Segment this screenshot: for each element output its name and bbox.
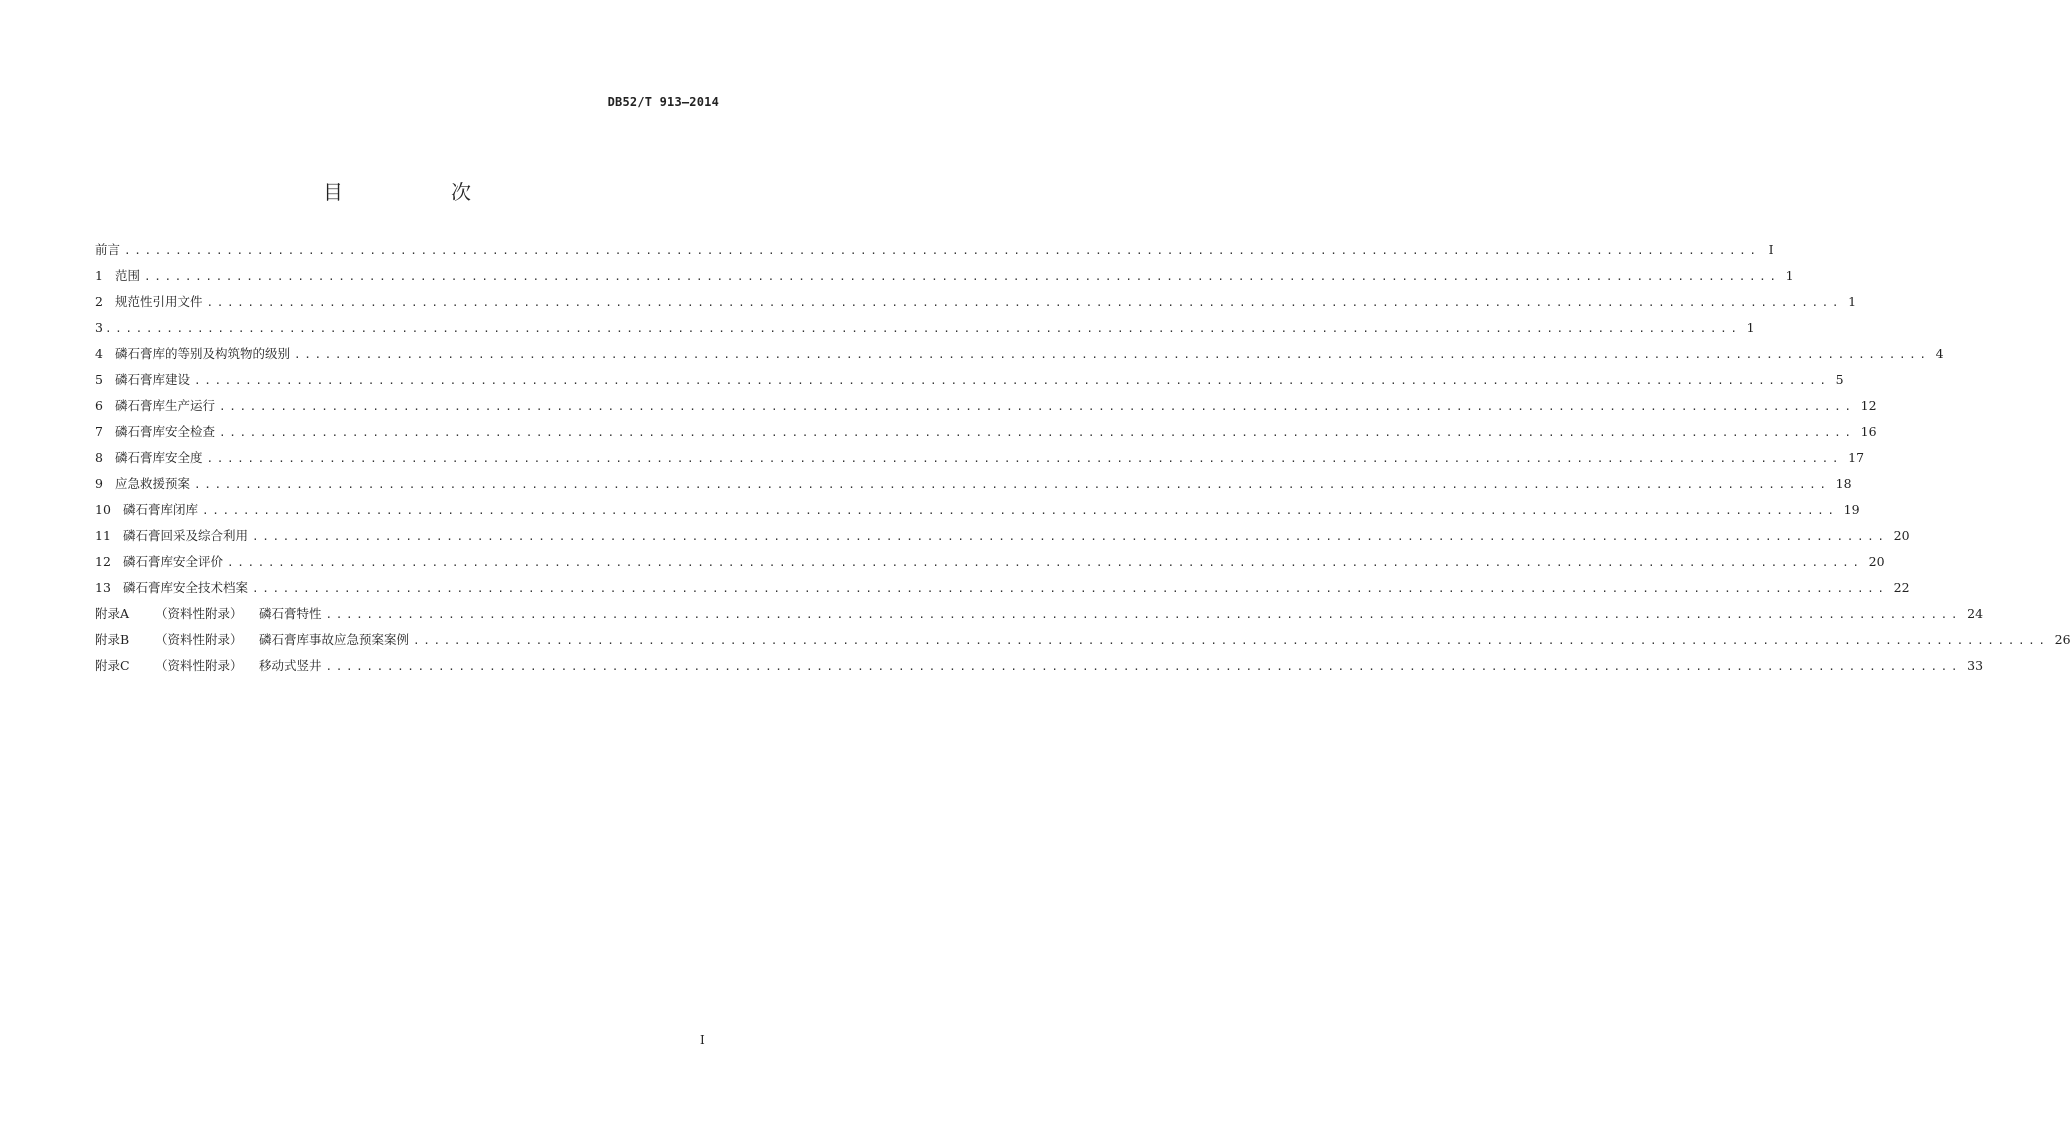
toc-entry-11[interactable] bbox=[95, 523, 1910, 549]
toc-entry-label: 规范性引用文件 bbox=[115, 294, 203, 309]
appendix-code: 附录C bbox=[95, 658, 130, 673]
toc-entry-number: 8 bbox=[95, 450, 103, 465]
toc-entry-number: 11 bbox=[95, 528, 111, 543]
toc-entry-page: 1 bbox=[1848, 294, 1857, 309]
toc-list bbox=[95, 237, 2071, 679]
toc-entry-page: 22 bbox=[1893, 580, 1910, 595]
toc-entry-2[interactable] bbox=[95, 289, 1857, 315]
appendix-kind: （资料性附录） bbox=[155, 632, 243, 647]
appendix-kind: （资料性附录） bbox=[155, 658, 243, 673]
toc-entry-page: 19 bbox=[1843, 502, 1860, 517]
toc-entry-number: 7 bbox=[95, 424, 103, 439]
toc-leader-dots: ................................................................................................................................................................ bbox=[227, 556, 1863, 569]
toc-entry-label: 应急救援预案 bbox=[115, 476, 191, 491]
toc-entry-label: 磷石膏库安全评价 bbox=[123, 554, 224, 569]
toc-entry-number: 4 bbox=[95, 346, 103, 361]
toc-entry-number: 2 bbox=[95, 294, 103, 309]
toc-entry-4[interactable] bbox=[95, 341, 1944, 367]
toc-entry-label: 范围 bbox=[115, 268, 141, 283]
toc-entry-7[interactable] bbox=[95, 419, 1877, 445]
toc-entry-page: 33 bbox=[1967, 658, 1984, 673]
toc-entry-page: 1 bbox=[1785, 268, 1794, 283]
toc-leader-dots: ................................................................................................................................................................ bbox=[325, 608, 1962, 621]
toc-entry-5[interactable] bbox=[95, 367, 1844, 393]
toc-entry-page: 20 bbox=[1893, 528, 1910, 543]
toc-entry-label: 前言 bbox=[95, 242, 121, 257]
standard-code: DB52/T 913—2014 bbox=[607, 95, 719, 109]
page-number: I bbox=[700, 1033, 705, 1047]
toc-leader-dots: ................................................................................................................................................................ bbox=[202, 504, 1838, 517]
toc-appendix-b[interactable] bbox=[95, 627, 2071, 653]
appendix-label: 磷石膏特性 bbox=[259, 606, 322, 621]
toc-title: 目 次 bbox=[323, 180, 515, 204]
toc-appendix-a[interactable] bbox=[95, 601, 1984, 627]
toc-leader-dots: ................................................................................................................................................................ bbox=[194, 478, 1830, 491]
appendix-label: 磷石膏库事故应急预案案例 bbox=[259, 632, 410, 647]
toc-entry-foreword[interactable] bbox=[95, 237, 1774, 263]
toc-entry-10[interactable] bbox=[95, 497, 1860, 523]
toc-entry-number: 5 bbox=[95, 372, 103, 387]
toc-entry-page: 18 bbox=[1835, 476, 1852, 491]
toc-entry-page: 16 bbox=[1860, 424, 1877, 439]
toc-leader-dots: ................................................................................................................................................................ bbox=[294, 348, 1930, 361]
toc-entry-page: 24 bbox=[1967, 606, 1984, 621]
toc-leader-dots: ................................................................................................................................................................ bbox=[252, 530, 1888, 543]
toc-entry-13[interactable] bbox=[95, 575, 1910, 601]
toc-leader-dots: ................................................................................................................................................................ bbox=[124, 244, 1760, 257]
toc-entry-1[interactable] bbox=[95, 263, 1794, 289]
toc-entry-page: 1 bbox=[1746, 320, 1755, 335]
toc-entry-label: 磷石膏库安全度 bbox=[115, 450, 203, 465]
toc-entry-page: 5 bbox=[1835, 372, 1844, 387]
toc-entry-page: 17 bbox=[1848, 450, 1865, 465]
toc-entry-page: I bbox=[1768, 242, 1774, 257]
toc-leader-dots: ................................................................................................................................................................ bbox=[206, 452, 1843, 465]
toc-leader-dots: ................................................................................................................................................................ bbox=[194, 374, 1830, 387]
toc-entry-9[interactable] bbox=[95, 471, 1852, 497]
toc-entry-label: 磷石膏库建设 bbox=[115, 372, 191, 387]
toc-entry-number: 6 bbox=[95, 398, 103, 413]
toc-entry-6[interactable] bbox=[95, 393, 1877, 419]
toc-entry-number: 13 bbox=[95, 580, 111, 595]
toc-entry-number: 9 bbox=[95, 476, 103, 491]
toc-entry-page: 26 bbox=[2054, 632, 2071, 647]
toc-entry-label: 磷石膏库安全检查 bbox=[115, 424, 216, 439]
toc-entry-3[interactable] bbox=[95, 315, 1755, 341]
toc-leader-dots: ................................................................................................................................................................ bbox=[219, 400, 1855, 413]
toc-appendix-c[interactable] bbox=[95, 653, 1984, 679]
toc-entry-label: 磷石膏库生产运行 bbox=[115, 398, 216, 413]
toc-entry-page: 20 bbox=[1868, 554, 1885, 569]
toc-leader-dots: ................................................................................................................................................................ bbox=[252, 582, 1888, 595]
toc-entry-page: 4 bbox=[1935, 346, 1944, 361]
toc-entry-12[interactable] bbox=[95, 549, 1885, 575]
toc-entry-label: 磷石膏库的等别及构筑物的级别 bbox=[115, 346, 291, 361]
appendix-code: 附录A bbox=[95, 606, 130, 621]
appendix-kind: （资料性附录） bbox=[155, 606, 243, 621]
toc-entry-label: 3 bbox=[95, 320, 103, 335]
appendix-label: 移动式竖井 bbox=[259, 658, 322, 673]
toc-entry-8[interactable] bbox=[95, 445, 1865, 471]
toc-entry-number: 10 bbox=[95, 502, 111, 517]
toc-leader-dots: ................................................................................................................................................................ bbox=[206, 296, 1843, 309]
toc-entry-label: 磷石膏库闭库 bbox=[123, 502, 199, 517]
toc-entry-page: 12 bbox=[1860, 398, 1877, 413]
appendix-code: 附录B bbox=[95, 632, 130, 647]
toc-entry-number: 1 bbox=[95, 268, 103, 283]
toc-leader-dots: ................................................................................................................................................................ bbox=[144, 270, 1780, 283]
toc-leader-dots: ................................................................................................................................................................ bbox=[325, 660, 1962, 673]
toc-entry-number: 12 bbox=[95, 554, 111, 569]
toc-entry-label: 磷石膏库安全技术档案 bbox=[123, 580, 249, 595]
toc-leader-dots: ................................................................................................................................................................ bbox=[413, 634, 2049, 647]
toc-entry-label: 磷石膏回采及综合利用 bbox=[123, 528, 249, 543]
toc-leader-dots: ................................................................................................................................................................ bbox=[219, 426, 1855, 439]
toc-leader-dots: ................................................................................................................................................................ bbox=[104, 322, 1741, 335]
